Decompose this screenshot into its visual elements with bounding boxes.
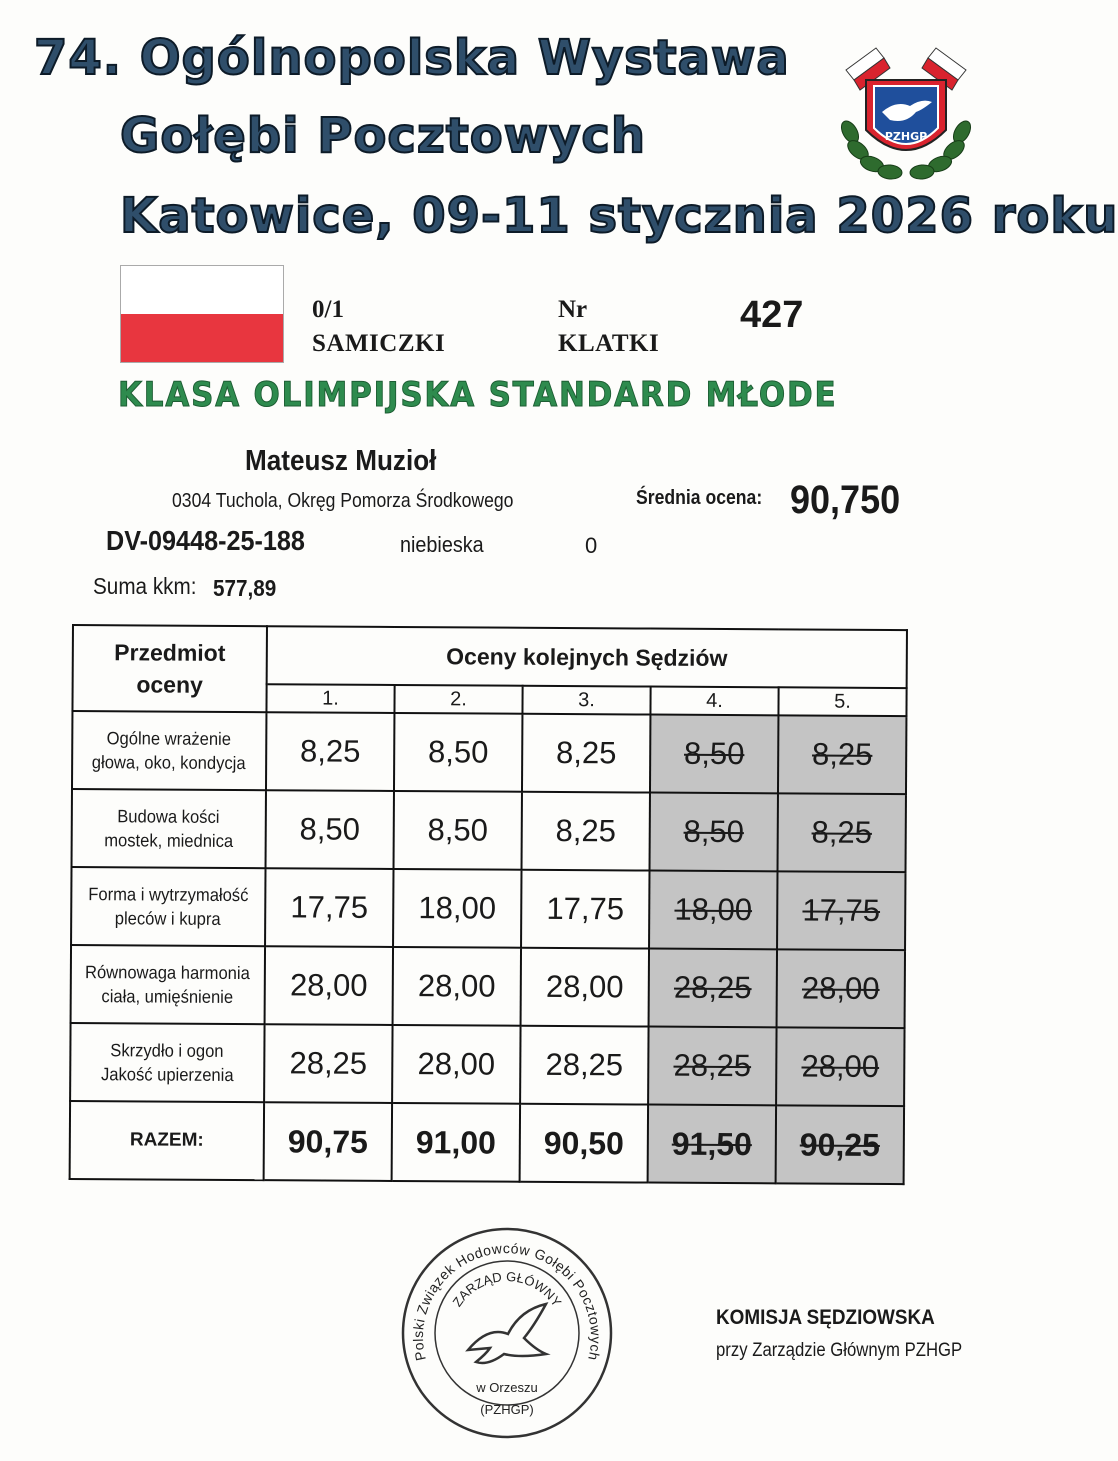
score-cell: 8,25 <box>522 792 650 871</box>
stamp-inner-text: ZARZĄD GŁÓWNY <box>449 1268 565 1310</box>
committee-title: KOMISJA SĘDZIOWSKA <box>716 1306 935 1329</box>
judge-number-2: 2. <box>394 685 522 714</box>
criterion-line1: Skrzydło i ogon <box>110 1040 225 1061</box>
class-title: KLASA OLIMPIJSKA STANDARD MŁODE <box>118 375 838 415</box>
committee-subtitle: przy Zarządzie Głównym PZHGP <box>716 1340 963 1361</box>
criterion-line1: Ogólne wrażenie <box>107 728 232 749</box>
sex-code: 0/1 <box>312 296 344 323</box>
judges-header: Oceny kolejnych Sędziów <box>267 626 907 688</box>
criterion-line1: Równowaga harmonia <box>85 962 251 984</box>
judge-number-1: 1. <box>266 684 394 713</box>
struck-total-cell: 90,25 <box>776 1105 904 1184</box>
score-cell: 18,00 <box>393 869 521 948</box>
score-cell: 8,50 <box>394 791 522 870</box>
criterion-line1: Budowa kości <box>117 806 220 827</box>
criterion-cell <box>70 1023 264 1102</box>
title-line-1: 74. Ogólnopolska Wystawa <box>34 30 790 86</box>
struck-score-cell: 17,75 <box>777 871 905 950</box>
title-line-3: Katowice, 09-11 stycznia 2026 roku <box>120 188 1118 244</box>
score-cell: 28,00 <box>521 948 649 1027</box>
criterion-line2: Jakość upierzenia <box>100 1064 234 1085</box>
total-score-cell: 90,75 <box>264 1102 392 1181</box>
table-row <box>71 945 905 1028</box>
poland-flag <box>120 265 284 363</box>
score-table <box>69 624 908 1185</box>
average-value: 90,750 <box>790 478 901 522</box>
criterion-line2: ciała, umięśnienie <box>101 986 234 1007</box>
judge-number-3: 3. <box>522 686 650 715</box>
cage-number: 427 <box>740 294 804 336</box>
stamp-abbr: (PZHGP) <box>480 1402 534 1417</box>
owner-address: 0304 Tuchola, Okręg Pomorza Środkowego <box>172 490 514 512</box>
struck-total-cell: 91,50 <box>648 1105 776 1184</box>
struck-score-cell: 8,50 <box>650 715 778 794</box>
criterion-line2: pleców i kupra <box>115 908 222 929</box>
score-cell: 8,50 <box>266 790 394 869</box>
stamp-city: w Orzeszu <box>476 1380 538 1395</box>
title-line-2: Gołębi Pocztowych <box>120 108 646 164</box>
pigeon-color: niebieska <box>400 532 484 557</box>
klatki-label: KLATKI <box>558 330 660 357</box>
subject-header-text: Przedmiot oceny <box>114 639 226 698</box>
sex-label: SAMICZKI <box>312 330 446 357</box>
struck-score-cell: 28,25 <box>649 949 777 1028</box>
flag-white-stripe <box>121 266 283 314</box>
struck-score-cell: 28,00 <box>777 949 905 1028</box>
score-cell: 17,75 <box>265 868 393 947</box>
score-cell: 28,00 <box>265 946 393 1025</box>
score-cell: 28,25 <box>264 1024 392 1103</box>
score-cell: 8,50 <box>394 713 522 792</box>
table-row <box>70 1023 904 1106</box>
criterion-line1: Forma i wytrzymałość <box>88 884 249 906</box>
stamp-outer-text: Polski Związek Hodowców Gołębi Pocztowych <box>409 1240 605 1363</box>
score-cell: 8,25 <box>522 714 650 793</box>
owner-name: Mateusz Muzioł <box>245 445 437 477</box>
struck-score-cell: 18,00 <box>649 871 777 950</box>
struck-score-cell: 28,00 <box>776 1027 904 1106</box>
judge-number-4: 4. <box>650 687 778 716</box>
nr-label: Nr <box>558 296 588 323</box>
zero-value: 0 <box>585 533 598 558</box>
pzhgp-stamp-icon <box>396 1222 618 1444</box>
struck-score-cell: 8,25 <box>778 793 906 872</box>
flag-red-stripe <box>121 314 283 362</box>
ring-number: DV-09448-25-188 <box>106 525 305 556</box>
sum-value: 577,89 <box>213 575 277 601</box>
criterion-cell <box>71 867 265 946</box>
score-cell: 17,75 <box>521 870 649 949</box>
score-cell: 28,25 <box>520 1026 648 1105</box>
table-row <box>72 711 906 794</box>
struck-score-cell: 28,25 <box>648 1027 776 1106</box>
average-label: Średnia ocena: <box>636 487 763 509</box>
svg-text:Polski Związek Hodowców Gołębi <box>410 1240 604 1362</box>
subject-header <box>72 625 267 712</box>
totals-row <box>70 1101 904 1184</box>
criterion-line2: mostek, miednica <box>104 830 234 851</box>
total-score-cell: 91,00 <box>392 1103 520 1182</box>
score-cell: 8,25 <box>266 712 394 791</box>
struck-score-cell: 8,50 <box>650 793 778 872</box>
sum-label: Suma kkm: <box>93 573 197 599</box>
table-row <box>71 867 905 950</box>
judge-number-5: 5. <box>778 687 906 716</box>
score-cell: 28,00 <box>393 947 521 1026</box>
criterion-cell <box>72 711 266 790</box>
total-score-cell: 90,50 <box>520 1104 648 1183</box>
criterion-cell <box>71 945 265 1024</box>
svg-text:PZHGP: PZHGP <box>884 130 928 143</box>
criterion-line2: głowa, oko, kondycja <box>92 752 247 774</box>
criterion-cell <box>72 789 266 868</box>
struck-score-cell: 8,25 <box>778 715 906 794</box>
pzhgp-logo-icon <box>836 40 976 182</box>
total-label: RAZEM: <box>70 1101 264 1180</box>
score-cell: 28,00 <box>392 1025 520 1104</box>
table-row <box>72 789 906 872</box>
